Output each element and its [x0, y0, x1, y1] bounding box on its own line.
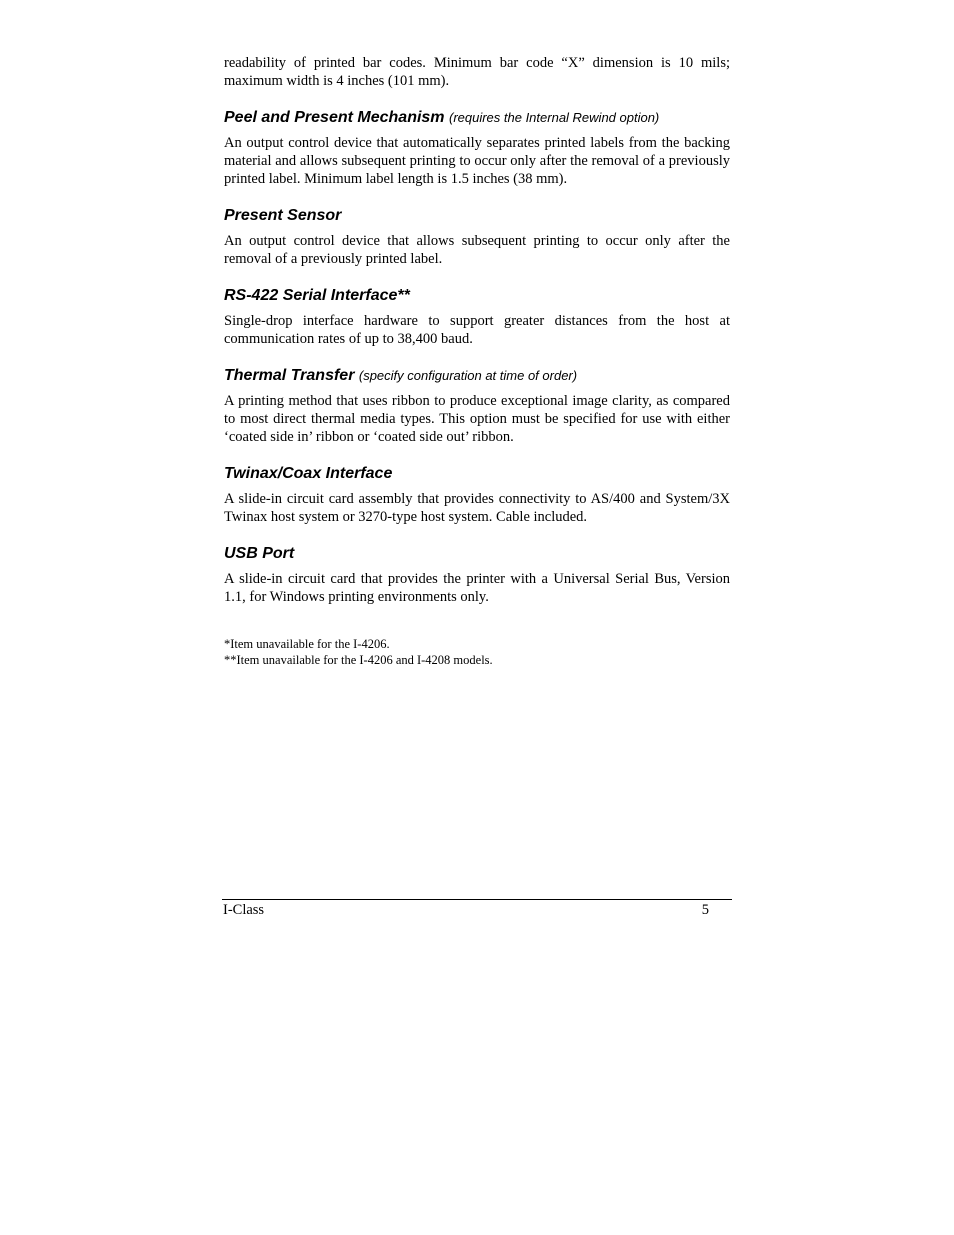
page-content [224, 54, 730, 668]
footnote: *Item unavailable for the I-4206. [224, 637, 390, 651]
section-rs422 [224, 286, 730, 348]
section-heading [224, 464, 730, 484]
intro-paragraph: readability of printed bar codes. Minimum bar code “X” dimension is 10 mils; maximum width is 4 inches (101 mm). [224, 55, 730, 89]
section-present-sensor [224, 206, 730, 268]
section-note: (requires the Internal Rewind option) [448, 110, 660, 125]
section-title: USB Port [224, 545, 295, 562]
section-title: RS-422 Serial Interface** [224, 287, 410, 304]
section-peel-present [224, 108, 730, 188]
section-title: Twinax/Coax Interface [224, 465, 393, 482]
section-title: Thermal Transfer [224, 367, 355, 384]
section-heading [224, 108, 730, 128]
section-heading [224, 544, 730, 564]
section-twinax-coax [224, 464, 730, 526]
section-body: Single-drop interface hardware to support greater distances from the host at communication rates of up to 38,400 baud. [224, 313, 730, 347]
footer-title: I-Class [223, 902, 265, 918]
section-body: A printing method that uses ribbon to produce exceptional image clarity, as compared to most direct thermal media types. This option must be specified for use with either ‘coated side in’ ribbon or ‘coated side out’ ribbon. [224, 393, 730, 445]
section-body: An output control device that allows subsequent printing to occur only after the removal of a previously printed label. [224, 233, 730, 267]
section-heading [224, 366, 730, 386]
footnote: **Item unavailable for the I-4206 and I-4208 models. [224, 653, 493, 667]
page-number: 5 [701, 902, 709, 918]
section-title: Peel and Present Mechanism [224, 109, 445, 126]
section-thermal-transfer [224, 366, 730, 446]
section-usb-port [224, 544, 730, 606]
page-footer [222, 899, 732, 918]
section-heading [224, 206, 730, 226]
section-body: A slide-in circuit card that provides the printer with a Universal Serial Bus, Version 1.1, for Windows printing environments only. [224, 571, 730, 605]
section-title: Present Sensor [224, 207, 342, 224]
section-heading [224, 286, 730, 306]
section-note: (specify configuration at time of order) [358, 368, 578, 383]
section-body: An output control device that automatically separates printed labels from the backing material and allows subsequent printing to occur only after the removal of a previously printed label. Minimum label length is 1.5 inches (38 mm). [224, 135, 730, 187]
footnotes [224, 636, 730, 668]
section-body: A slide-in circuit card assembly that provides connectivity to AS/400 and System/3X Twinax host system or 3270-type host system. Cable included. [224, 491, 730, 525]
